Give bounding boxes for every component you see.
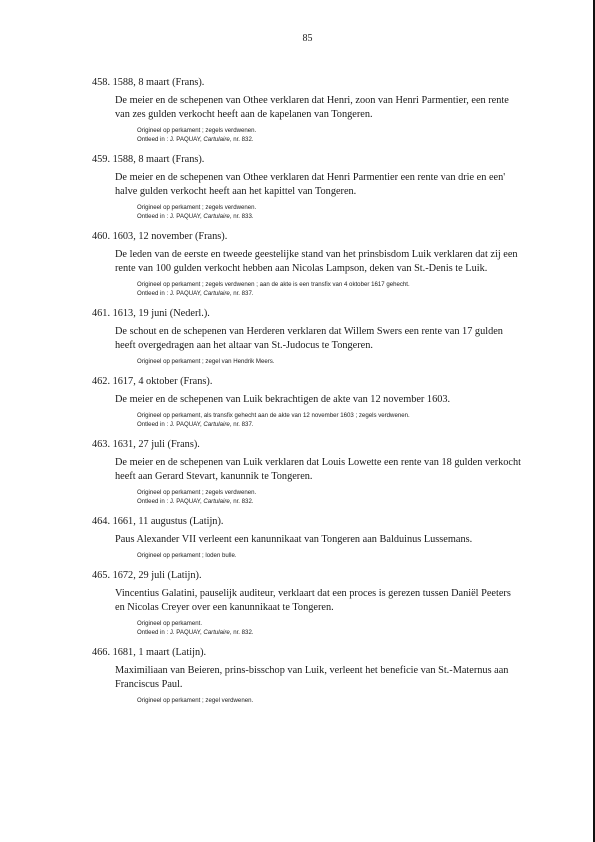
entry-459 bbox=[92, 153, 522, 221]
entry-original-note: Origineel op perkament ; zegels verdwenen. bbox=[137, 204, 257, 211]
edition-suffix: , nr. 837. bbox=[229, 290, 254, 297]
entry-heading: 466. 1681, 1 maart (Latijn). bbox=[92, 647, 207, 658]
entry-original-note: Origineel op perkament, als transfix gehecht aan de akte van 12 november 1603 ; zegels verdwenen. bbox=[137, 412, 410, 419]
entry-original-note: Origineel op perkament ; zegel verdwenen. bbox=[137, 697, 254, 704]
entry-summary: Maximiliaan van Beieren, prins-bisschop van Luik, verleent het beneficie van St.-Maternus aan Franciscus Paul. bbox=[115, 665, 509, 690]
edition-suffix: , nr. 833. bbox=[229, 213, 254, 220]
entry-466 bbox=[92, 646, 522, 705]
entry-summary: De schout en de schepenen van Herderen verklaren dat Willem Swers een rente van 17 gulden heeft overgedragen aan het altaar van St.-Judocus te Tongeren. bbox=[115, 326, 503, 351]
edition-prefix: Ontleed in : J. PAQUAY, bbox=[137, 213, 204, 220]
entry-461 bbox=[92, 307, 522, 366]
edition-title: Cartulaire bbox=[203, 213, 230, 220]
edition-title: Cartulaire bbox=[203, 290, 230, 297]
entry-458 bbox=[92, 76, 522, 144]
entry-462 bbox=[92, 375, 522, 429]
entry-heading: 464. 1661, 11 augustus (Latijn). bbox=[92, 516, 224, 527]
entry-original-note: Origineel op perkament ; zegels verdwenen ; aan de akte is een transfix van 4 oktober 1617 gehecht. bbox=[137, 281, 410, 288]
entry-original-note: Origineel op perkament ; zegels verdwenen. bbox=[137, 127, 257, 134]
entry-heading: 463. 1631, 27 juli (Frans). bbox=[92, 439, 200, 450]
entry-edition-note bbox=[137, 289, 522, 298]
entry-465 bbox=[92, 569, 522, 637]
edition-title: Cartulaire bbox=[203, 629, 230, 636]
entry-summary: Paus Alexander VII verleent een kanunnikaat van Tongeren aan Balduinus Lussemans. bbox=[115, 534, 473, 545]
edition-suffix: , nr. 832. bbox=[229, 136, 254, 143]
entry-heading: 462. 1617, 4 oktober (Frans). bbox=[92, 376, 213, 387]
entry-original-note: Origineel op perkament ; zegel van Hendrik Meers. bbox=[137, 358, 275, 365]
entry-edition-note bbox=[137, 420, 522, 429]
entry-edition-note bbox=[137, 212, 522, 221]
entry-summary: Vincentius Galatini, pauselijk auditeur, verklaart dat een proces is gerezen tussen Daniël Peeters en Nicolas Creyer over een kanunnikaat te Tongeren. bbox=[115, 588, 511, 613]
entry-edition-note bbox=[137, 497, 522, 506]
edition-prefix: Ontleed in : J. PAQUAY, bbox=[137, 629, 204, 636]
edition-suffix: , nr. 837. bbox=[229, 421, 254, 428]
entry-summary: De meier en de schepenen van Othee verklaren dat Henri Parmentier een rente van drie en een' halve gulden verkocht heeft aan het kapittel van Tongeren. bbox=[115, 172, 506, 197]
entry-summary: De meier en de schepenen van Luik bekrachtigen de akte van 12 november 1603. bbox=[115, 394, 451, 405]
regesten-list bbox=[92, 76, 522, 714]
entry-summary: De meier en de schepenen van Othee verklaren dat Henri, zoon van Henri Parmentier, een rente van zes gulden verkocht heeft aan de kapelanen van Tongeren. bbox=[115, 95, 509, 120]
entry-heading: 465. 1672, 29 juli (Latijn). bbox=[92, 570, 202, 581]
edition-prefix: Ontleed in : J. PAQUAY, bbox=[137, 290, 204, 297]
entry-heading: 461. 1613, 19 juni (Nederl.). bbox=[92, 308, 210, 319]
edition-title: Cartulaire bbox=[203, 136, 230, 143]
edition-prefix: Ontleed in : J. PAQUAY, bbox=[137, 498, 204, 505]
edition-prefix: Ontleed in : J. PAQUAY, bbox=[137, 136, 204, 143]
edition-title: Cartulaire bbox=[203, 421, 230, 428]
entry-edition-note bbox=[137, 628, 522, 637]
entry-summary: De meier en de schepenen van Luik verklaren dat Louis Lowette een rente van 18 gulden verkocht heeft aan Gerard Stevart, kanunnik te Tongeren. bbox=[115, 457, 521, 482]
entry-original-note: Origineel op perkament ; loden bulle. bbox=[137, 552, 237, 559]
edition-suffix: , nr. 832. bbox=[229, 629, 254, 636]
edition-title: Cartulaire bbox=[203, 498, 230, 505]
entry-summary: De leden van de eerste en tweede geestelijke stand van het prinsbisdom Luik verklaren dat zij een rente van 100 gulden verkocht hebben aan Nicolas Lampson, deken van St.-Denis te Luik. bbox=[115, 249, 518, 274]
entry-464 bbox=[92, 515, 522, 560]
entry-heading: 458. 1588, 8 maart (Frans). bbox=[92, 77, 205, 88]
entry-heading: 459. 1588, 8 maart (Frans). bbox=[92, 154, 205, 165]
entry-460 bbox=[92, 230, 522, 298]
entry-original-note: Origineel op perkament. bbox=[137, 620, 203, 627]
entry-heading: 460. 1603, 12 november (Frans). bbox=[92, 231, 228, 242]
page-number: 85 bbox=[302, 33, 313, 44]
edition-suffix: , nr. 832. bbox=[229, 498, 254, 505]
edition-prefix: Ontleed in : J. PAQUAY, bbox=[137, 421, 204, 428]
entry-original-note: Origineel op perkament ; zegels verdwenen. bbox=[137, 489, 257, 496]
entry-edition-note bbox=[137, 135, 522, 144]
entry-463 bbox=[92, 438, 522, 506]
